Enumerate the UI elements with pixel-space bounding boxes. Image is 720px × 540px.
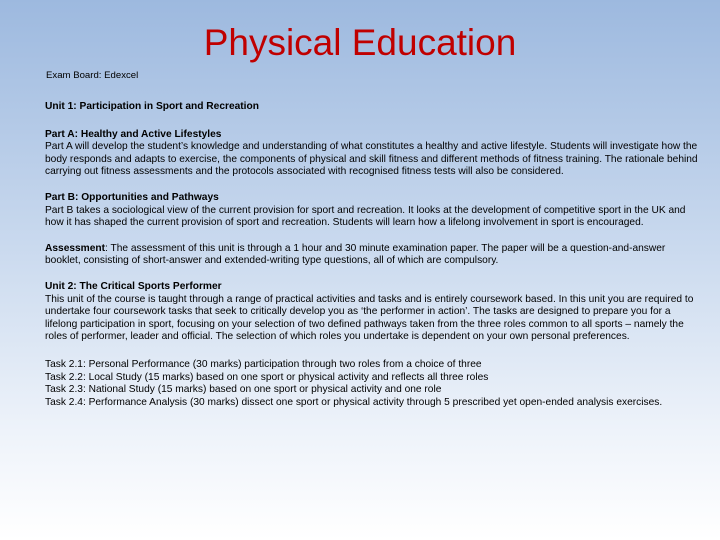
assessment-label: Assessment — [45, 242, 106, 254]
unit1-heading: Unit 1: Participation in Sport and Recreation — [45, 101, 259, 112]
part-a-heading: Part A: Healthy and Active Lifestyles — [45, 128, 222, 140]
task-item: Task 2.4: Performance Analysis (30 marks) dissect one sport or physical activity through 5 prescribed yet open-ended analysis exercises. — [45, 396, 663, 408]
unit2-heading: Unit 2: The Critical Sports Performer — [45, 280, 222, 292]
part-a-text: Part A will develop the student’s knowledge and understanding of what constitutes a healthy and active lifestyle. Students will investigate how the body responds and adapts to exercise, the components of physical and skill fitness and different methods of fitness training. The rationale behind carrying out fitness assessments and the protocols associated with recognised fitness tests will also be considered. — [45, 141, 698, 178]
unit2-text: This unit of the course is taught through a range of practical activities and tasks and is entirely coursework based. In this unit you are required to undertake four coursework tasks that seek to critically develop you as ‘the performer in action’. The tasks are designed to prepare you for a lifelong participation in sport, focusing on your selection of two defined pathways taken from the three roles common to all sports – namely the roles of performer, leader and official. The selection of which roles you undertake is dependent on your own personal preferences. — [45, 293, 694, 343]
task-item: Task 2.2: Local Study (15 marks) based on one sport or physical activity and reflects all three roles — [45, 371, 489, 383]
exam-board: Exam Board: Edexcel — [46, 70, 139, 81]
assessment-paragraph — [45, 243, 700, 268]
task-item: Task 2.3: National Study (15 marks) based on one sport or physical activity and one role — [45, 384, 442, 396]
part-b-text: Part B takes a sociological view of the current provision for sport and recreation. It looks at the development of competitive sport in the UK and how it has shaped the current provision of sport and recreation. Students will learn how a lifelong involvement in sport is encouraged. — [45, 204, 686, 229]
content — [45, 101, 700, 409]
part-b-heading: Part B: Opportunities and Pathways — [45, 191, 219, 203]
assessment-text: : The assessment of this unit is through a 1 hour and 30 minute examination paper. The paper will be a question-and-answer booklet, consisting of short-answer and extended-writing type questions, all of which are compulsory. — [45, 242, 666, 267]
page-title: Physical Education — [203, 22, 517, 63]
task-item: Task 2.1: Personal Performance (30 marks) participation through two roles from a choice of three — [45, 358, 482, 370]
